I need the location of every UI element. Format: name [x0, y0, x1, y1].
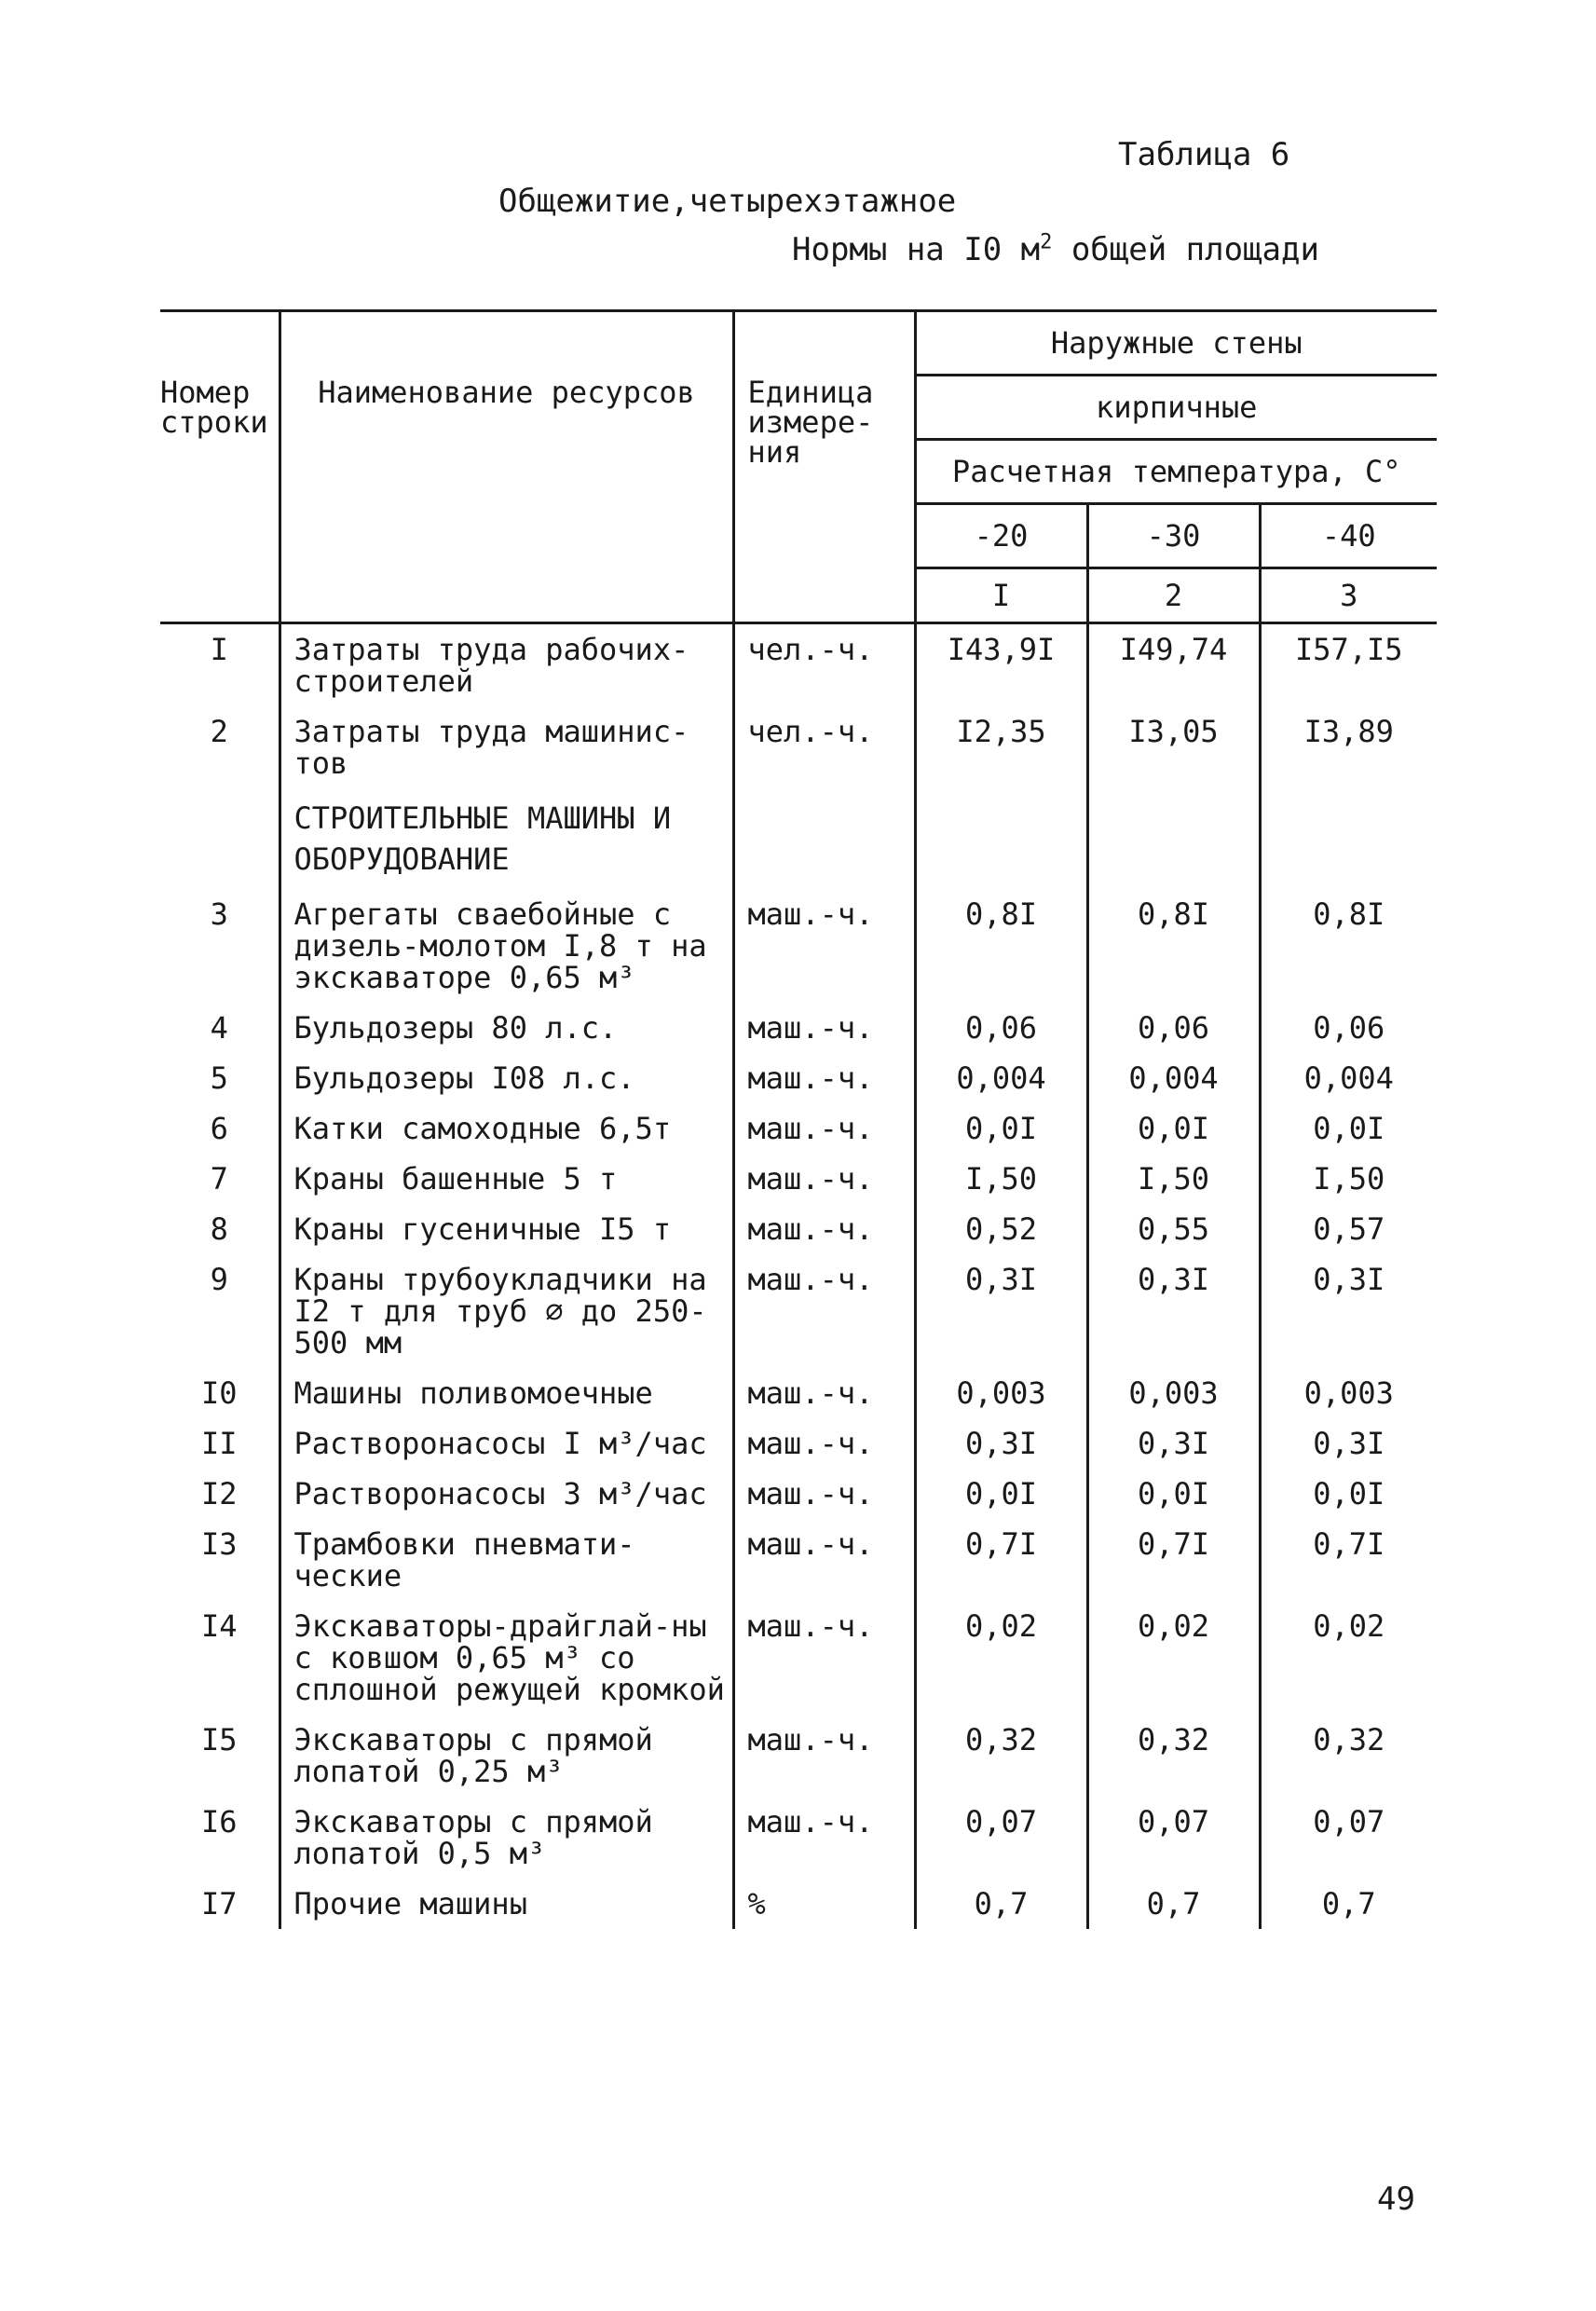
row-number-cell: I4 — [200, 1608, 238, 1644]
value-cell-temp-3: 0,8I — [1260, 889, 1437, 1003]
header-resource-name: Наименование ресурсов — [280, 311, 733, 568]
value-cell-temp-3: 0,57 — [1260, 1204, 1437, 1254]
value-cell-temp-2: 0,7 — [1087, 1879, 1260, 1929]
resource-name-cell: Машины поливомоечные — [280, 1368, 733, 1418]
value-cell-temp-3: 0,0I — [1260, 1469, 1437, 1519]
table-row — [160, 1154, 1437, 1204]
value-cell-temp-2: 0,0I — [1087, 1103, 1260, 1154]
header-temp-2: -30 — [1087, 504, 1260, 568]
table-row — [160, 1003, 1437, 1053]
value-cell-temp-3: 0,02 — [1260, 1601, 1437, 1715]
resource-table — [160, 309, 1437, 1929]
value-cell-temp-1: 0,07 — [915, 1797, 1087, 1879]
resource-name-cell: Бульдозеры I08 л.с. — [280, 1053, 733, 1103]
unit-cell: маш.-ч. — [733, 1368, 915, 1418]
unit-cell: маш.-ч. — [733, 1254, 915, 1368]
unit-cell: чел.-ч. — [733, 623, 915, 707]
resource-name-cell: Растворонасосы 3 м³/час — [280, 1469, 733, 1519]
table-row — [160, 1254, 1437, 1368]
row-number-cell: 6 — [210, 1111, 228, 1146]
resource-name-cell: Растворонасосы I м³/час — [280, 1418, 733, 1469]
row-number-cell: 3 — [210, 896, 228, 932]
value-cell-temp-2 — [1087, 788, 1260, 889]
value-cell-temp-2: 0,003 — [1087, 1368, 1260, 1418]
row-number-cell: 5 — [210, 1060, 228, 1096]
value-cell-temp-1: 0,3I — [915, 1254, 1087, 1368]
value-cell-temp-2: 0,3I — [1087, 1254, 1260, 1368]
subtitle-suffix: общей площади — [1052, 231, 1319, 268]
colnum-1: I — [915, 568, 1087, 623]
row-number-cell: II — [200, 1426, 238, 1461]
table-row — [160, 1418, 1437, 1469]
resource-name-cell: Краны трубоукладчики на I2 т для труб ∅ до 250-500 мм — [280, 1254, 733, 1368]
unit-cell: маш.-ч. — [733, 1418, 915, 1469]
resource-name-cell: Агрегаты сваебойные с дизель-молотом I,8 т на экскаваторе 0,65 м³ — [280, 889, 733, 1003]
unit-cell — [733, 788, 915, 889]
page-number: 49 — [1377, 2181, 1415, 2218]
value-cell-temp-2: 0,7I — [1087, 1519, 1260, 1601]
colnum-3: 3 — [1260, 568, 1437, 623]
value-cell-temp-3: I3,89 — [1260, 706, 1437, 788]
value-cell-temp-3: 0,3I — [1260, 1418, 1437, 1469]
table-row — [160, 1469, 1437, 1519]
value-cell-temp-1: 0,0I — [915, 1103, 1087, 1154]
resource-name-cell: Трамбовки пневмати-ческие — [280, 1519, 733, 1601]
value-cell-temp-1: 0,7 — [915, 1879, 1087, 1929]
value-cell-temp-3: 0,3I — [1260, 1254, 1437, 1368]
header-group-material: кирпичные — [915, 376, 1437, 440]
value-cell-temp-2: I49,74 — [1087, 623, 1260, 707]
row-number-cell: I0 — [200, 1375, 238, 1411]
value-cell-temp-2: 0,8I — [1087, 889, 1260, 1003]
resource-name-cell: Прочие машины — [280, 1879, 733, 1929]
value-cell-temp-2: 0,07 — [1087, 1797, 1260, 1879]
table-header — [160, 311, 1437, 623]
value-cell-temp-3: 0,07 — [1260, 1797, 1437, 1879]
header-unit: Единица измере-ния — [733, 311, 915, 568]
resource-name-cell: Экскаваторы с прямой лопатой 0,25 м³ — [280, 1715, 733, 1797]
unit-cell: маш.-ч. — [733, 1519, 915, 1601]
value-cell-temp-3: 0,003 — [1260, 1368, 1437, 1418]
value-cell-temp-1: I43,9I — [915, 623, 1087, 707]
unit-cell: % — [733, 1879, 915, 1929]
table-row — [160, 1601, 1437, 1715]
value-cell-temp-1 — [915, 788, 1087, 889]
unit-cell: маш.-ч. — [733, 1601, 915, 1715]
section-header-row — [160, 788, 1437, 889]
colnum-empty — [733, 568, 915, 623]
value-cell-temp-2: 0,02 — [1087, 1601, 1260, 1715]
unit-cell: маш.-ч. — [733, 1003, 915, 1053]
unit-cell: маш.-ч. — [733, 1154, 915, 1204]
value-cell-temp-3 — [1260, 788, 1437, 889]
resource-name-cell: Затраты труда машинис-тов — [280, 706, 733, 788]
unit-cell: маш.-ч. — [733, 1053, 915, 1103]
value-cell-temp-1: I,50 — [915, 1154, 1087, 1204]
header-temp-3: -40 — [1260, 504, 1437, 568]
row-number-cell: I — [210, 632, 228, 667]
header-row-number: Номер строки — [160, 311, 280, 568]
table-row — [160, 1519, 1437, 1601]
colnum-empty — [160, 568, 280, 623]
value-cell-temp-1: 0,32 — [915, 1715, 1087, 1797]
table-row — [160, 1715, 1437, 1797]
value-cell-temp-1: 0,06 — [915, 1003, 1087, 1053]
table-row — [160, 1879, 1437, 1929]
row-number-cell: I2 — [200, 1476, 238, 1511]
value-cell-temp-2: 0,3I — [1087, 1418, 1260, 1469]
resource-name-cell: Экскаваторы-драйглай-ны с ковшом 0,65 м³ со сплошной режущей кромкой — [280, 1601, 733, 1715]
value-cell-temp-2: 0,32 — [1087, 1715, 1260, 1797]
unit-cell: маш.-ч. — [733, 1797, 915, 1879]
resource-name-cell: Краны гусеничные I5 т — [280, 1204, 733, 1254]
value-cell-temp-1: 0,52 — [915, 1204, 1087, 1254]
subtitle-prefix: Нормы на I0 м — [792, 231, 1041, 268]
row-number-cell: 4 — [210, 1010, 228, 1046]
resource-name-cell: Экскаваторы с прямой лопатой 0,5 м³ — [280, 1797, 733, 1879]
unit-cell: маш.-ч. — [733, 1204, 915, 1254]
value-cell-temp-3: I,50 — [1260, 1154, 1437, 1204]
value-cell-temp-1: I2,35 — [915, 706, 1087, 788]
row-number-cell: I5 — [200, 1722, 238, 1757]
table-row — [160, 1368, 1437, 1418]
value-cell-temp-3: 0,7I — [1260, 1519, 1437, 1601]
table-row — [160, 889, 1437, 1003]
resource-name-cell: Затраты труда рабочих-строителей — [280, 623, 733, 707]
value-cell-temp-2: 0,06 — [1087, 1003, 1260, 1053]
value-cell-temp-1: 0,003 — [915, 1368, 1087, 1418]
value-cell-temp-2: 0,55 — [1087, 1204, 1260, 1254]
subtitle-superscript: 2 — [1040, 230, 1053, 254]
header-group-temperature: Расчетная температура, С° — [915, 440, 1437, 504]
value-cell-temp-3: 0,0I — [1260, 1103, 1437, 1154]
header-group-walls: Наружные стены — [915, 311, 1437, 376]
resource-name-cell: Краны башенные 5 т — [280, 1154, 733, 1204]
table-row — [160, 1053, 1437, 1103]
row-number-cell: I7 — [200, 1886, 238, 1921]
row-number-cell: I3 — [200, 1526, 238, 1562]
unit-cell: маш.-ч. — [733, 889, 915, 1003]
value-cell-temp-3: 0,32 — [1260, 1715, 1437, 1797]
unit-cell: маш.-ч. — [733, 1469, 915, 1519]
resource-name-cell: Катки самоходные 6,5т — [280, 1103, 733, 1154]
value-cell-temp-3: 0,06 — [1260, 1003, 1437, 1053]
table-body — [160, 623, 1437, 1930]
value-cell-temp-2: I3,05 — [1087, 706, 1260, 788]
table-caption: Таблица 6 — [1118, 136, 1290, 173]
row-number-cell: 8 — [210, 1211, 228, 1247]
value-cell-temp-1: 0,0I — [915, 1469, 1087, 1519]
resource-name-cell: СТРОИТЕЛЬНЫЕ МАШИНЫ И ОБОРУДОВАНИЕ — [280, 788, 733, 889]
row-number-cell — [160, 788, 280, 889]
value-cell-temp-1: 0,7I — [915, 1519, 1087, 1601]
unit-cell: маш.-ч. — [733, 1715, 915, 1797]
unit-cell: маш.-ч. — [733, 1103, 915, 1154]
value-cell-temp-2: 0,0I — [1087, 1469, 1260, 1519]
table-row — [160, 706, 1437, 788]
row-number-cell: 2 — [210, 714, 228, 749]
value-cell-temp-3: 0,004 — [1260, 1053, 1437, 1103]
table-title: Общежитие,четырехэтажное — [498, 183, 957, 220]
colnum-2: 2 — [1087, 568, 1260, 623]
row-number-cell: 9 — [210, 1262, 228, 1297]
row-number-cell: 7 — [210, 1161, 228, 1197]
value-cell-temp-2: I,50 — [1087, 1154, 1260, 1204]
table-subtitle — [792, 231, 1319, 268]
table-row — [160, 1103, 1437, 1154]
unit-cell: чел.-ч. — [733, 706, 915, 788]
value-cell-temp-1: 0,02 — [915, 1601, 1087, 1715]
colnum-empty — [280, 568, 733, 623]
value-cell-temp-1: 0,8I — [915, 889, 1087, 1003]
header-temp-1: -20 — [915, 504, 1087, 568]
value-cell-temp-2: 0,004 — [1087, 1053, 1260, 1103]
value-cell-temp-3: 0,7 — [1260, 1879, 1437, 1929]
row-number-cell: I6 — [200, 1804, 238, 1839]
resource-name-cell: Бульдозеры 80 л.с. — [280, 1003, 733, 1053]
value-cell-temp-1: 0,3I — [915, 1418, 1087, 1469]
table-row — [160, 1797, 1437, 1879]
value-cell-temp-1: 0,004 — [915, 1053, 1087, 1103]
table-row — [160, 1204, 1437, 1254]
value-cell-temp-3: I57,I5 — [1260, 623, 1437, 707]
table-row — [160, 623, 1437, 707]
